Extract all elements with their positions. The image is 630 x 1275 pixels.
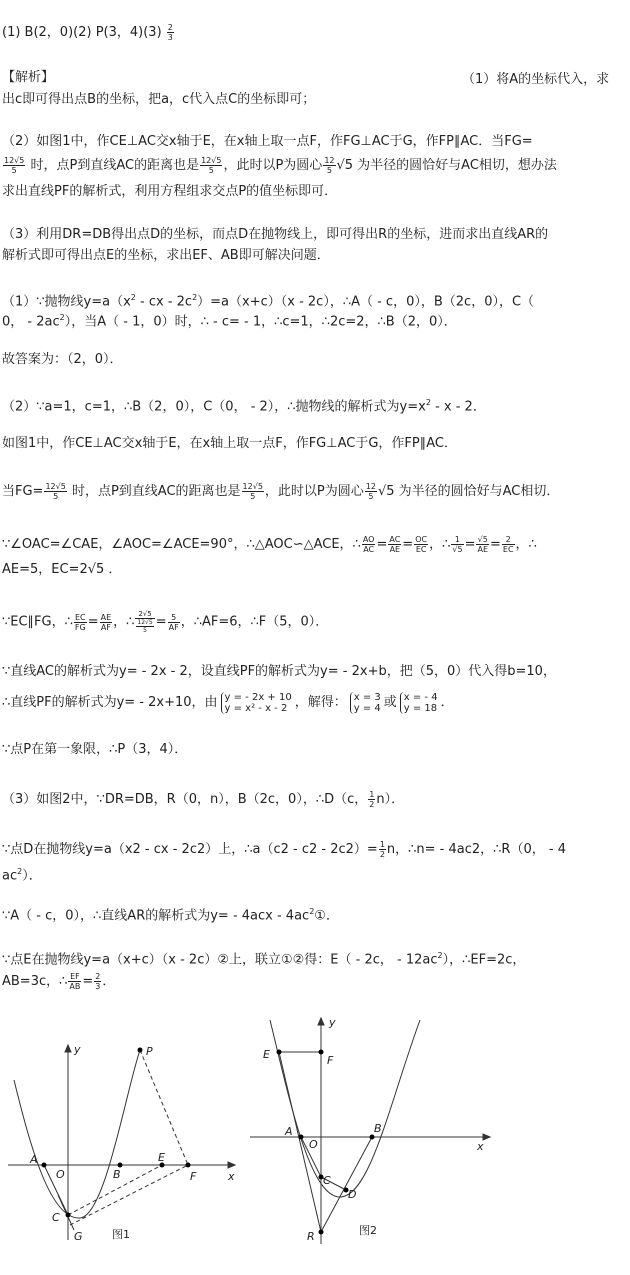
fig1-label-c: C bbox=[52, 1211, 60, 1224]
fig1-caption: 图1 bbox=[112, 1228, 130, 1241]
fig1-label-b: B bbox=[113, 1168, 121, 1181]
analysis-tag: 【解析】 bbox=[2, 70, 55, 85]
sol1-line1: （1）∵抛物线$y=a(x^2$ - cx - $2c^2)=a(x+c)(x - 2c)$，∴A（ - c，0），B（2c，0），C（ bbox=[2, 293, 535, 310]
fig1-point-p bbox=[138, 1048, 143, 1053]
sol2-line5: AE=5，EC=2√5 ． bbox=[2, 562, 122, 577]
fig2-x-arrow bbox=[483, 1134, 490, 1140]
figure-2 bbox=[245, 1012, 495, 1247]
fig2-point-a bbox=[299, 1135, 304, 1140]
fig1-point-a bbox=[42, 1163, 47, 1168]
fig2-point-r bbox=[319, 1230, 324, 1235]
answer-line: (1) B(2，0)(2) P(3，4)(3) $\frac{2}{3}$ bbox=[2, 23, 173, 42]
sol1-line2: 0， - $2ac^2$），当A（ - 1，0）时，∴ - c= - 1，∴c=1，∴2c=2，∴B（2，0）． bbox=[2, 313, 457, 330]
fig2-label-f: F bbox=[327, 1054, 334, 1067]
fig2-point-b bbox=[370, 1135, 375, 1140]
figure-1 bbox=[0, 1035, 250, 1245]
fig1-label-x: x bbox=[228, 1170, 235, 1183]
fig2-label-x: x bbox=[477, 1140, 484, 1153]
fig1-label-a: A bbox=[30, 1153, 38, 1166]
fig1-label-o: O bbox=[56, 1168, 65, 1181]
fig2-label-o: O bbox=[309, 1138, 318, 1151]
sol3-line1: （3）如图2中，∵DR=DB，R（0，n），B（2c，0），∴D（c， $\frac{1}{2}$ n）． bbox=[2, 790, 405, 809]
sol3-line6: AB=3c，∴ $\frac{EF}{AB}$ = $\frac{2}{3}$ ． bbox=[2, 972, 116, 991]
fig2-label-a: A bbox=[285, 1125, 293, 1138]
fig1-label-y: y bbox=[74, 1043, 81, 1056]
fig1-label-p: P bbox=[146, 1045, 153, 1058]
fig2-label-c: C bbox=[323, 1174, 331, 1187]
sol2-line7: ∵直线AC的解析式为y= - 2x - 2，设直线PF的解析式为y= - 2x+b，把（5，0）代入得b=10， bbox=[2, 664, 556, 679]
sol2-line2: 如图1中，作CE⊥AC交x轴于E，在x轴上取一点F，作FG⊥AC于G，作FP∥AC． bbox=[2, 436, 457, 451]
fig1-point-c bbox=[66, 1213, 71, 1218]
fig1-line-ag bbox=[58, 1195, 74, 1230]
fig2-label-y: y bbox=[329, 1016, 336, 1029]
sol2-line6: ∵EC∥FG，∴ $\frac{EC}{FG}$ = $\frac{AE}{AF}$ ，∴ $\frac{2√5}{\frac{12√5}{5}}$ = $\frac{5}{AF}$ ，∴AF=6，∴F（5，0）． bbox=[2, 610, 329, 634]
fig1-y-arrow bbox=[65, 1045, 71, 1052]
fig2-label-d: D bbox=[348, 1188, 357, 1201]
fig2-point-e bbox=[277, 1050, 282, 1055]
fig1-line-pf bbox=[140, 1050, 188, 1165]
fig1-point-b bbox=[118, 1163, 123, 1168]
fig2-point-f bbox=[319, 1050, 324, 1055]
answer-statement: 故答案为：（2，0）． bbox=[2, 352, 123, 367]
fig1-x-arrow bbox=[228, 1162, 235, 1168]
sol3-line3: $ac^2$）． bbox=[2, 867, 42, 884]
sol2-line9: ∵点P在第一象限，∴P（3，4）． bbox=[2, 742, 188, 757]
sol3-line4: ∵A（ - c，0），∴直线AR的解析式为$y= - 4acx - 4ac^2①$． bbox=[2, 907, 339, 924]
fig2-y-arrow bbox=[318, 1018, 324, 1025]
sol3-line2: ∵点D在抛物线y=a（x2 - cx - 2c2）上，∴a（c2 - c2 - 2c2）= $\frac{1}{2}$ n，∴n= - 4ac2，∴R（0， - 4 bbox=[2, 840, 566, 859]
fig2-caption: 图2 bbox=[359, 1224, 377, 1237]
fig2-label-b: B bbox=[374, 1122, 382, 1135]
fig1-label-e: E bbox=[158, 1151, 165, 1164]
sol2-line1: （2）∵a=1，c=1，∴B（2，0），C（0， - 2），∴抛物线的解析式为$y=x^2 - x - 2$． bbox=[2, 398, 486, 415]
fig1-parabola bbox=[14, 1050, 140, 1218]
answer-fraction: $\frac{2}{3}$ bbox=[167, 23, 173, 42]
sol2-line8: ∴直线PF的解析式为y= - 2x+10，由 y = - 2x + 10 y = x² - x - 2 ，解得： x = 3 y = 4 或 x = - 4 y = 18 ． bbox=[2, 691, 454, 714]
analysis-p3-b: 解析式即可得出点E的坐标，求出EF、AB即可解决问题． bbox=[2, 248, 330, 263]
fig1-label-g: G bbox=[74, 1230, 83, 1243]
sol2-line3: 当FG= $\frac{12√5}{5}$ 时，点P到直线AC的距离也是 $\frac{12√5}{5}$ ，此时以P为圆心 $\frac{12}{5}$ √5 为半径的圆恰好与AC相切． bbox=[2, 482, 560, 501]
analysis-p2-a: （2）如图1中，作CE⊥AC交x轴于E，在x轴上取一点F，作FG⊥AC于G，作FP∥AC．当FG= bbox=[2, 134, 533, 149]
fig1-line-fg bbox=[70, 1165, 188, 1225]
analysis-p1-cont: 出c即可得出点B的坐标，把a，c代入点C的坐标即可； bbox=[2, 92, 316, 107]
analysis-p1-right: （1）将A的坐标代入，求 bbox=[462, 72, 610, 87]
analysis-p2-c: 求出直线PF的解析式，利用方程组求交点P的值坐标即可． bbox=[2, 184, 338, 199]
analysis-p2-b: $\frac{12√5}{5}$ 时，点P到直线AC的距离也是 $\frac{12√5}{5}$ ，此时以P为圆心 $\frac{12}{5}$ √5 为半径的圆恰好与AC相切，想办法 bbox=[4, 156, 557, 175]
sol3-line5: ∵点E在抛物线y=a（x+c）（x - 2c）②上，联立①②得：E（ - 2c， - $12ac^2$），∴EF=2c， bbox=[2, 951, 526, 968]
fig2-label-r: R bbox=[307, 1230, 315, 1243]
fig2-label-e: E bbox=[263, 1048, 270, 1061]
fig1-label-f: F bbox=[190, 1170, 197, 1183]
fig1-point-f bbox=[186, 1163, 191, 1168]
sol2-line4: ∵∠OAC=∠CAE，∠AOC=∠ACE=90°，∴△AOC∽△ACE，∴ $\frac{AO}{AC}$ = $\frac{AC}{AE}$ = $\frac{OC}{EC}$ ，∴ $\frac{1}{√5}$ = $\frac{√5}{AE}$ = $\frac{2}{EC}$ ，∴ bbox=[2, 535, 537, 554]
analysis-p3-a: （3）利用DR=DB得出点D的坐标，而点D在抛物线上，即可得出R的坐标，进而求出直线AR的 bbox=[2, 227, 549, 242]
